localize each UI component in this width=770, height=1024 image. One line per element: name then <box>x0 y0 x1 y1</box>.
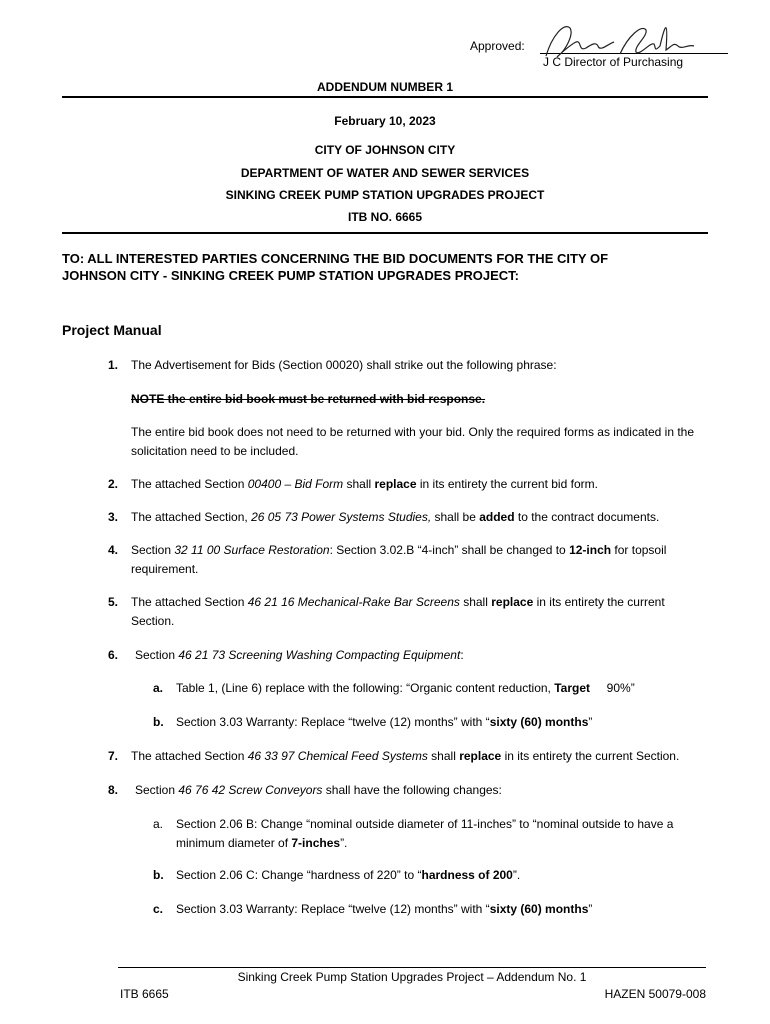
sub-item-letter: c. <box>153 902 164 916</box>
list-item: Section 32 11 00 Surface Restoration: Section 3.02.B “4-inch” shall be changed to 12-inch for topsoil requirement. <box>131 543 667 576</box>
footer-project-number: HAZEN 50079-008 <box>604 987 706 1001</box>
section-heading: Project Manual <box>62 322 162 338</box>
item-number: 4. <box>108 543 119 557</box>
item-number: 5. <box>108 595 119 609</box>
footer-itb: ITB 6665 <box>120 987 169 1001</box>
list-item: The attached Section 46 33 97 Chemical Feed Systems shall replace in its entirety the current Section. <box>131 749 680 763</box>
sub-item: Section 3.03 Warranty: Replace “twelve (12) months” with “sixty (60) months” <box>176 715 593 729</box>
approved-label: Approved: <box>470 39 525 53</box>
item-number: 2. <box>108 477 119 491</box>
title-divider <box>62 232 708 234</box>
addendum-title: ADDENDUM NUMBER 1 <box>316 80 453 94</box>
addendum-date: February 10, 2023 <box>334 114 436 128</box>
sub-item-letter: b. <box>153 715 164 729</box>
list-item: Section 46 21 73 Screening Washing Compacting Equipment: <box>135 648 464 662</box>
sub-item: Section 2.06 C: Change “hardness of 220” to “hardness of 200”. <box>176 868 521 882</box>
item-text: The Advertisement for Bids (Section 00020) shall strike out the following phrase: <box>131 358 557 372</box>
list-item: The attached Section, 26 05 73 Power Systems Studies, shall be added to the contract documents. <box>131 510 660 524</box>
replacement-note: The entire bid book does not need to be returned with your bid. Only the required forms as indicated in the solicitation need to be included. <box>131 425 695 458</box>
item-number: 7. <box>108 749 119 763</box>
itb-number: ITB NO. 6665 <box>347 210 423 224</box>
signer-title: J C Director of Purchasing <box>543 55 684 69</box>
top-divider <box>62 96 708 98</box>
item-number: 3. <box>108 510 119 524</box>
sub-item: Table 1, (Line 6) replace with the following: “Organic content reduction, Target 90%” <box>176 681 635 695</box>
to-line-1: TO: ALL INTERESTED PARTIES CONCERNING THE BID DOCUMENTS FOR THE CITY OF <box>62 251 609 266</box>
department-name: DEPARTMENT OF WATER AND SEWER SERVICES <box>240 166 530 180</box>
item-number: 8. <box>108 783 119 797</box>
project-name: SINKING CREEK PUMP STATION UPGRADES PROJECT <box>225 188 545 202</box>
list-item: Section 46 76 42 Screw Conveyors shall have the following changes: <box>135 783 502 797</box>
sub-item-letter: a. <box>153 817 164 831</box>
item-number: 6. <box>108 648 119 662</box>
list-item: The attached Section 00400 – Bid Form shall replace in its entirety the current bid form. <box>131 477 598 491</box>
sub-item-letter: a. <box>153 681 164 695</box>
item-number: 1. <box>108 358 119 372</box>
sub-item-letter: b. <box>153 868 164 882</box>
sub-item: Section 3.03 Warranty: Replace “twelve (12) months” with “sixty (60) months” <box>176 902 593 916</box>
footer-title: Sinking Creek Pump Station Upgrades Project – Addendum No. 1 <box>237 970 587 984</box>
sub-item: Section 2.06 B: Change “nominal outside diameter of 11-inches” to “nominal outside to have a minimum diameter of 7-inches”. <box>176 817 674 850</box>
struck-phrase: NOTE the entire bid book must be returned with bid response. <box>131 392 486 406</box>
city-name: CITY OF JOHNSON CITY <box>314 143 456 157</box>
footer-divider <box>118 967 706 968</box>
list-item: The attached Section 46 21 16 Mechanical-Rake Bar Screens shall replace in its entirety the current Section. <box>131 595 665 628</box>
to-line-2: JOHNSON CITY - SINKING CREEK PUMP STATION UPGRADES PROJECT: <box>62 268 519 283</box>
